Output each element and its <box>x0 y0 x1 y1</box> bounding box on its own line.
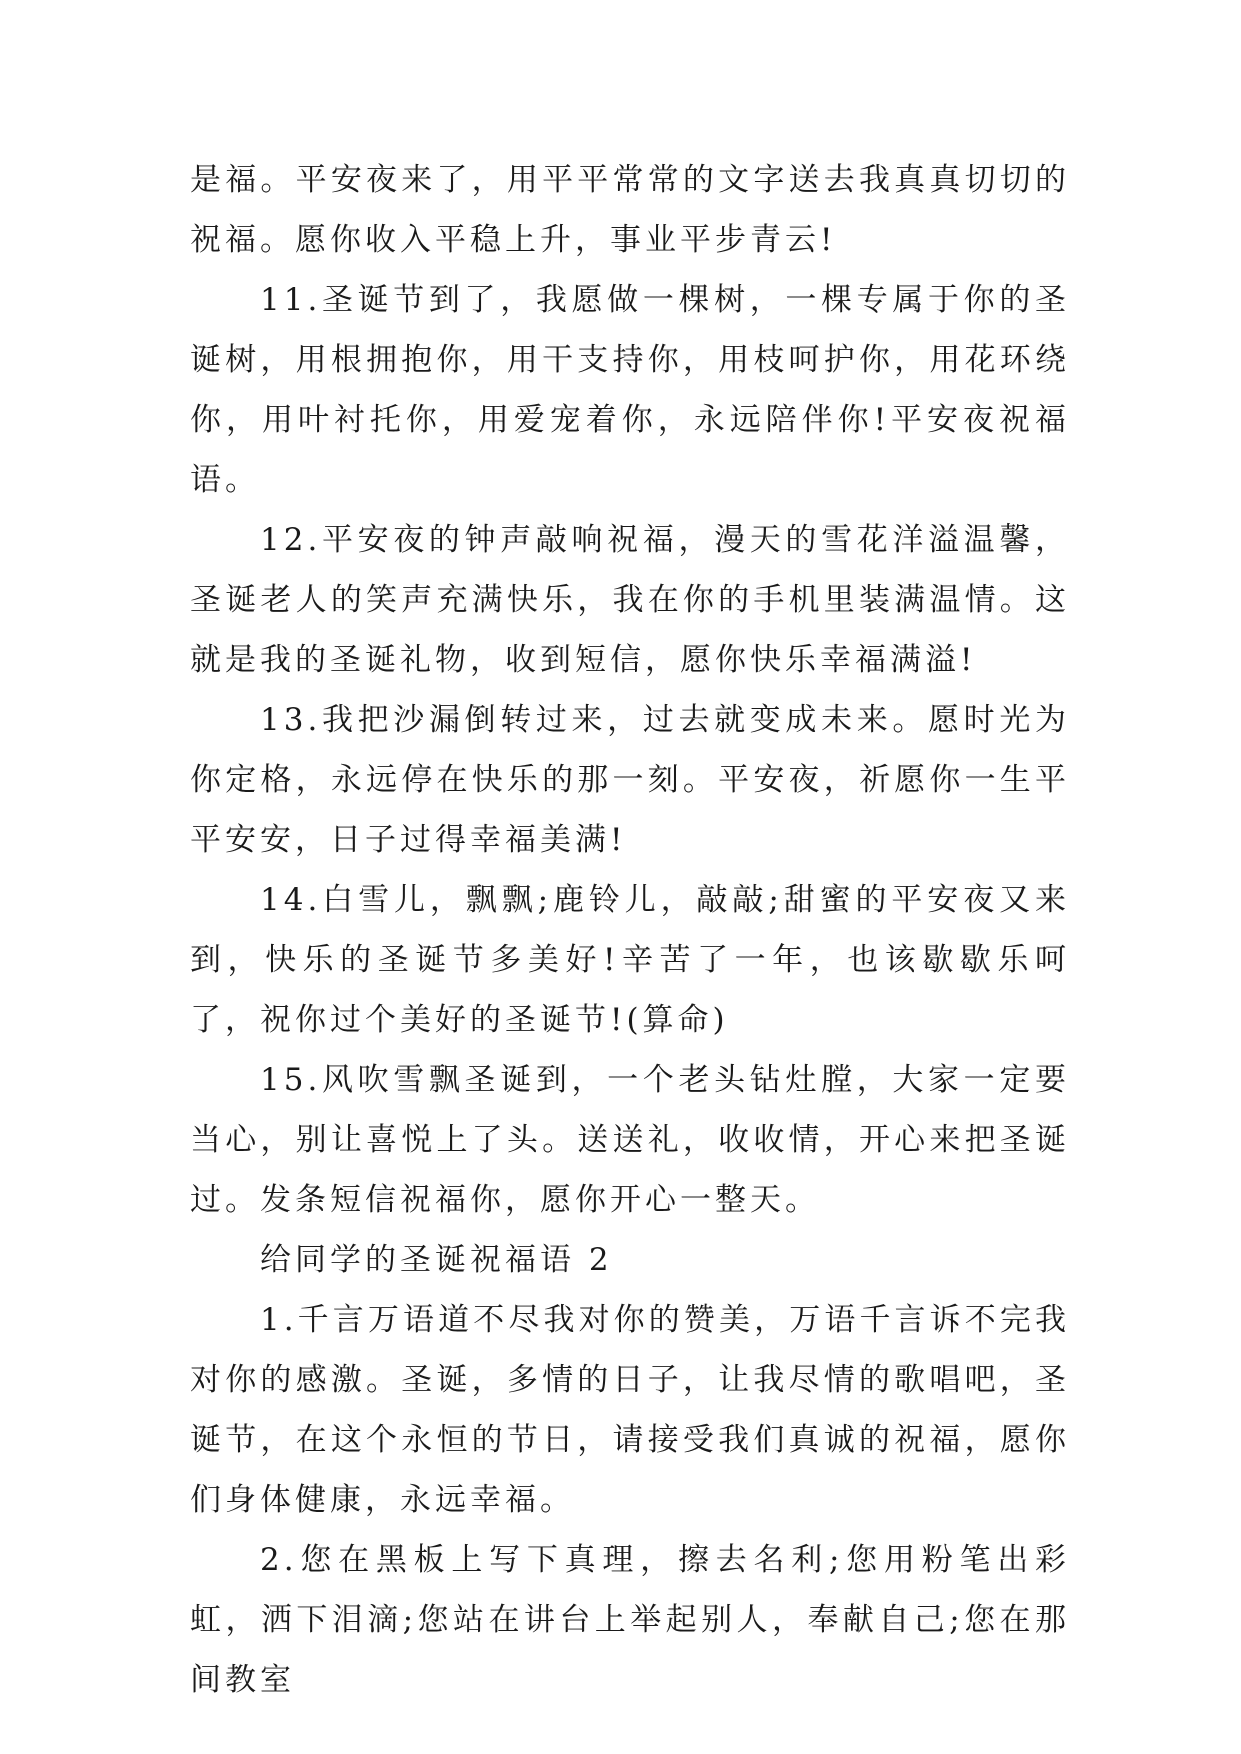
paragraph-item-13: 13.我把沙漏倒转过来，过去就变成未来。愿时光为你定格，永远停在快乐的那一刻。平安夜，祈愿你一生平平安安，日子过得幸福美满! <box>190 702 1070 858</box>
paragraph-item-12: 12.平安夜的钟声敲响祝福，漫天的雪花洋溢温馨，圣诞老人的笑声充满快乐，我在你的手机里装满温情。这就是我的圣诞礼物，收到短信，愿你快乐幸福满溢! <box>190 522 1070 678</box>
paragraph-item-2: 2.您在黑板上写下真理，擦去名利;您用粉笔出彩虹，洒下泪滴;您站在讲台上举起别人，奉献自己;您在那间教室 <box>190 1542 1070 1698</box>
paragraph-item-1: 1.千言万语道不尽我对你的赞美，万语千言诉不完我对你的感激。圣诞，多情的日子，让我尽情的歌唱吧，圣诞节，在这个永恒的节日，请接受我们真诚的祝福，愿你们身体健康，永远幸福。 <box>190 1302 1070 1518</box>
paragraph-item-11: 11.圣诞节到了，我愿做一棵树，一棵专属于你的圣诞树，用根拥抱你，用干支持你，用枝呵护你，用花环绕你，用叶衬托你，用爱宠着你，永远陪伴你!平安夜祝福语。 <box>190 282 1070 498</box>
document-body <box>190 150 1070 1710</box>
paragraph-item-15: 15.风吹雪飘圣诞到，一个老头钻灶膛，大家一定要当心，别让喜悦上了头。送送礼，收收情，开心来把圣诞过。发条短信祝福你，愿你开心一整天。 <box>190 1062 1070 1218</box>
paragraph-continuation: 是福。平安夜来了，用平平常常的文字送去我真真切切的祝福。愿你收入平稳上升，事业平步青云! <box>190 162 1070 258</box>
paragraph-item-14: 14.白雪儿，飘飘;鹿铃儿，敲敲;甜蜜的平安夜又来到，快乐的圣诞节多美好!辛苦了一年，也该歇歇乐呵了，祝你过个美好的圣诞节!(算命) <box>190 882 1070 1038</box>
section-heading: 给同学的圣诞祝福语 2 <box>260 1242 613 1278</box>
